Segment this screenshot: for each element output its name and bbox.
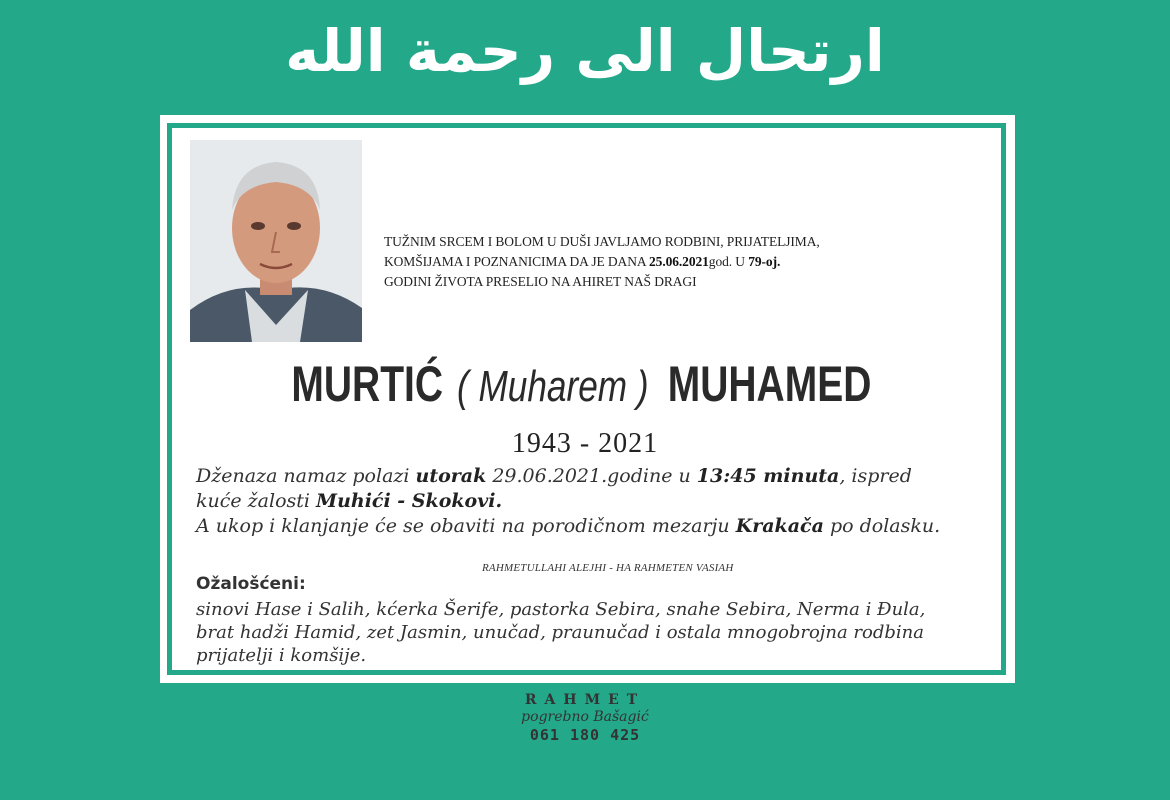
given-name: MUHAMED (667, 356, 872, 412)
surname: MURTIĆ (291, 356, 444, 412)
deceased-photo (190, 140, 362, 342)
house-text: kuće žalosti (196, 490, 317, 512)
dzenaza-line-1 (196, 464, 986, 489)
dzenaza-text: Dženaza namaz polazi (196, 465, 416, 487)
funeral-home-brand: RAHMET (524, 692, 646, 708)
funeral-home-phone: 061 180 425 (529, 726, 641, 744)
age: 79-oj. (748, 254, 781, 269)
deceased-name (0, 355, 1170, 413)
dzenaza-time: 13:45 minuta (696, 465, 840, 487)
mourners-list (196, 598, 996, 667)
mourners-line-3: prijatelji i komšije. (196, 645, 367, 666)
dzenaza-day: utorak (415, 465, 487, 487)
intro-line-2 (384, 252, 824, 272)
funeral-home-subtitle: pogrebno Bašagić (521, 709, 649, 725)
mourners-title: Ožalošćeni: (196, 574, 306, 594)
funeral-home-footer (0, 692, 1170, 744)
portrait-image (190, 140, 362, 342)
house-place: Muhići - Skokovi. (316, 490, 503, 512)
mourners-line-1: sinovi Hase i Salih, kćerka Šerife, pastorka Sebira, snahe Sebira, Nerma i Đula, (196, 599, 926, 620)
announcement-intro (384, 232, 824, 292)
prayer-line: RAHMETULLAHI ALEJHI - HA RAHMETEN VASIAH (482, 562, 734, 574)
dzenaza-date: 29.06.2021.godine u (486, 465, 697, 487)
ukop-text-end: po dolasku. (823, 515, 941, 537)
intro-line-2-text: KOMŠIJAMA I POZNANICIMA DA JE DANA (384, 254, 650, 269)
intro-line-1: TUŽNIM SRCEM I BOLOM U DUŠI JAVLJAMO RODBINI, PRIJATELJIMA, (384, 234, 820, 249)
header-calligraphy: ارتحال الى رحمة الله (285, 17, 885, 85)
funeral-details (196, 464, 986, 539)
mourners-line-2: brat hadži Hamid, zet Jasmin, unučad, praunučad i ostala mnogobrojna rodbina (196, 622, 924, 643)
intro-line-3: GODINI ŽIVOTA PRESELIO NA AHIRET NAŠ DRAGI (384, 274, 697, 289)
ukop-text: A ukop i klanjanje će se obaviti na porodičnom mezarju (196, 515, 736, 537)
father-name: ( Muharem ) (456, 362, 649, 411)
dzenaza-text-end: , ispred (839, 465, 912, 487)
death-date: 25.06.2021 (649, 254, 709, 269)
ukop-line (196, 514, 986, 539)
dzenaza-line-2 (196, 489, 986, 514)
life-years: 1943 - 2021 (511, 428, 659, 459)
cemetery-place: Krakača (735, 515, 824, 537)
intro-line-2-mid: god. U (708, 254, 749, 269)
